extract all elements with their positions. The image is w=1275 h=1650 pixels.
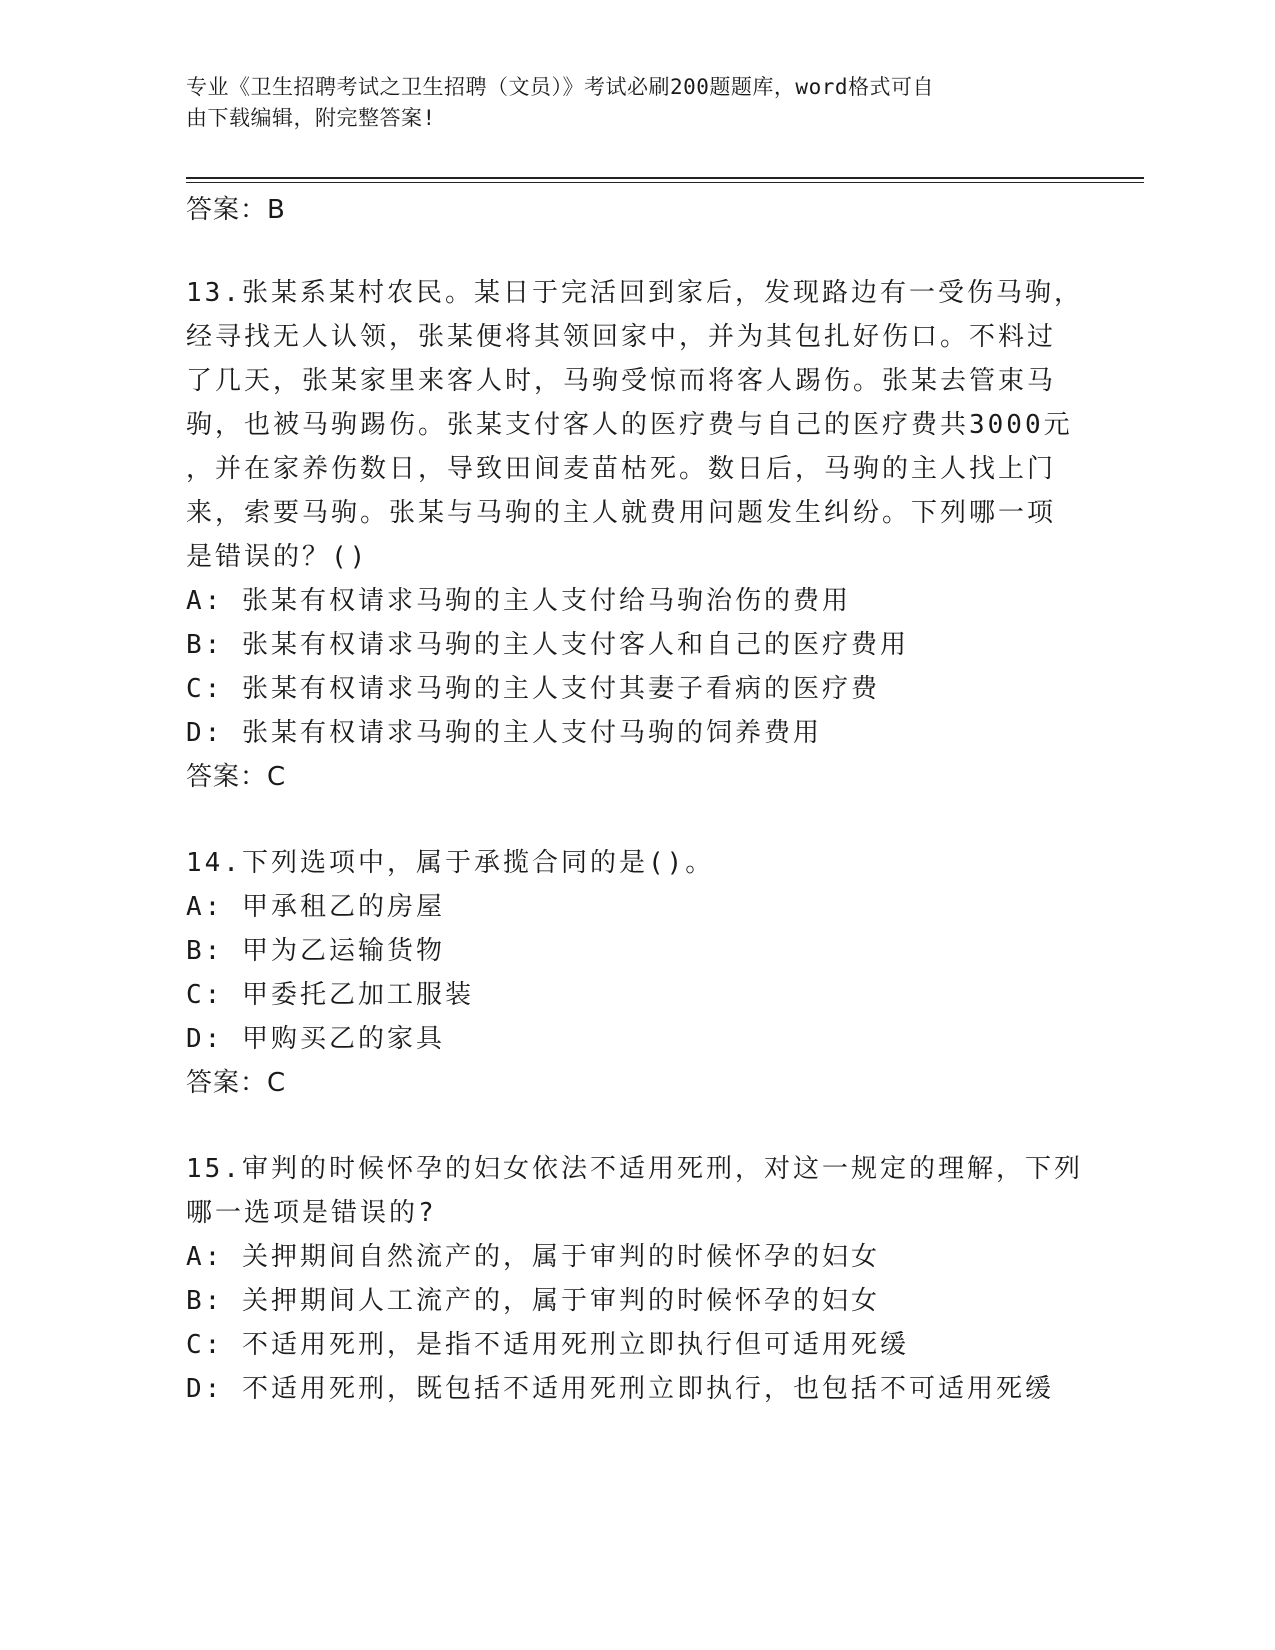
option-c: C: 张某有权请求马驹的主人支付其妻子看病的医疗费 [186, 674, 880, 704]
answer-q13: 答案：C [186, 762, 287, 792]
answer-q14: 答案：C [186, 1068, 287, 1098]
question-stem-line: 驹，也被马驹踢伤。张某支付客人的医疗费与自己的医疗费共3000元 [186, 410, 1073, 440]
question-stem-line: 来，索要马驹。张某与马驹的主人就费用问题发生纠纷。下列哪一项 [186, 498, 1057, 528]
option-a: A: 甲承租乙的房屋 [186, 892, 445, 922]
header-line-1: 专业《卫生招聘考试之卫生招聘（文员）》考试必刷200题题库，word格式可自 [186, 75, 934, 99]
option-d: D: 张某有权请求马驹的主人支付马驹的饲养费用 [186, 718, 822, 748]
option-c: C: 不适用死刑，是指不适用死刑立即执行但可适用死缓 [186, 1330, 909, 1360]
question-stem-line: 13.张某系某村农民。某日于完活回到家后，发现路边有一受伤马驹， [186, 278, 1083, 308]
header-line-2: 由下载编辑，附完整答案! [186, 106, 436, 130]
question-stem-line: 是错误的？() [186, 542, 369, 572]
option-b: B: 关押期间人工流产的，属于审判的时候怀孕的妇女 [186, 1286, 880, 1316]
option-c: C: 甲委托乙加工服装 [186, 980, 474, 1010]
option-d: D: 不适用死刑，既包括不适用死刑立即执行，也包括不可适用死缓 [186, 1374, 1054, 1404]
header-rule [186, 177, 1144, 179]
answer-q12: 答案：B [186, 195, 286, 225]
header-rule-thin [186, 182, 1144, 183]
option-d: D: 甲购买乙的家具 [186, 1024, 445, 1054]
option-a: A: 关押期间自然流产的，属于审判的时候怀孕的妇女 [186, 1242, 880, 1272]
option-b: B: 张某有权请求马驹的主人支付客人和自己的医疗费用 [186, 630, 909, 660]
question-stem-line: 了几天，张某家里来客人时，马驹受惊而将客人踢伤。张某去管束马 [186, 366, 1057, 396]
question-stem-line: 15.审判的时候怀孕的妇女依法不适用死刑，对这一规定的理解，下列 [186, 1154, 1083, 1184]
option-b: B: 甲为乙运输货物 [186, 936, 445, 966]
question-stem-line: 14.下列选项中，属于承揽合同的是()。 [186, 848, 715, 878]
question-stem-line: 经寻找无人认领，张某便将其领回家中，并为其包扎好伤口。不料过 [186, 322, 1057, 352]
option-a: A: 张某有权请求马驹的主人支付给马驹治伤的费用 [186, 586, 851, 616]
document-header [186, 72, 1066, 134]
question-stem-line: ，并在家养伤数日，导致田间麦苗枯死。数日后，马驹的主人找上门 [186, 454, 1057, 484]
question-stem-line: 哪一选项是错误的? [186, 1198, 437, 1228]
